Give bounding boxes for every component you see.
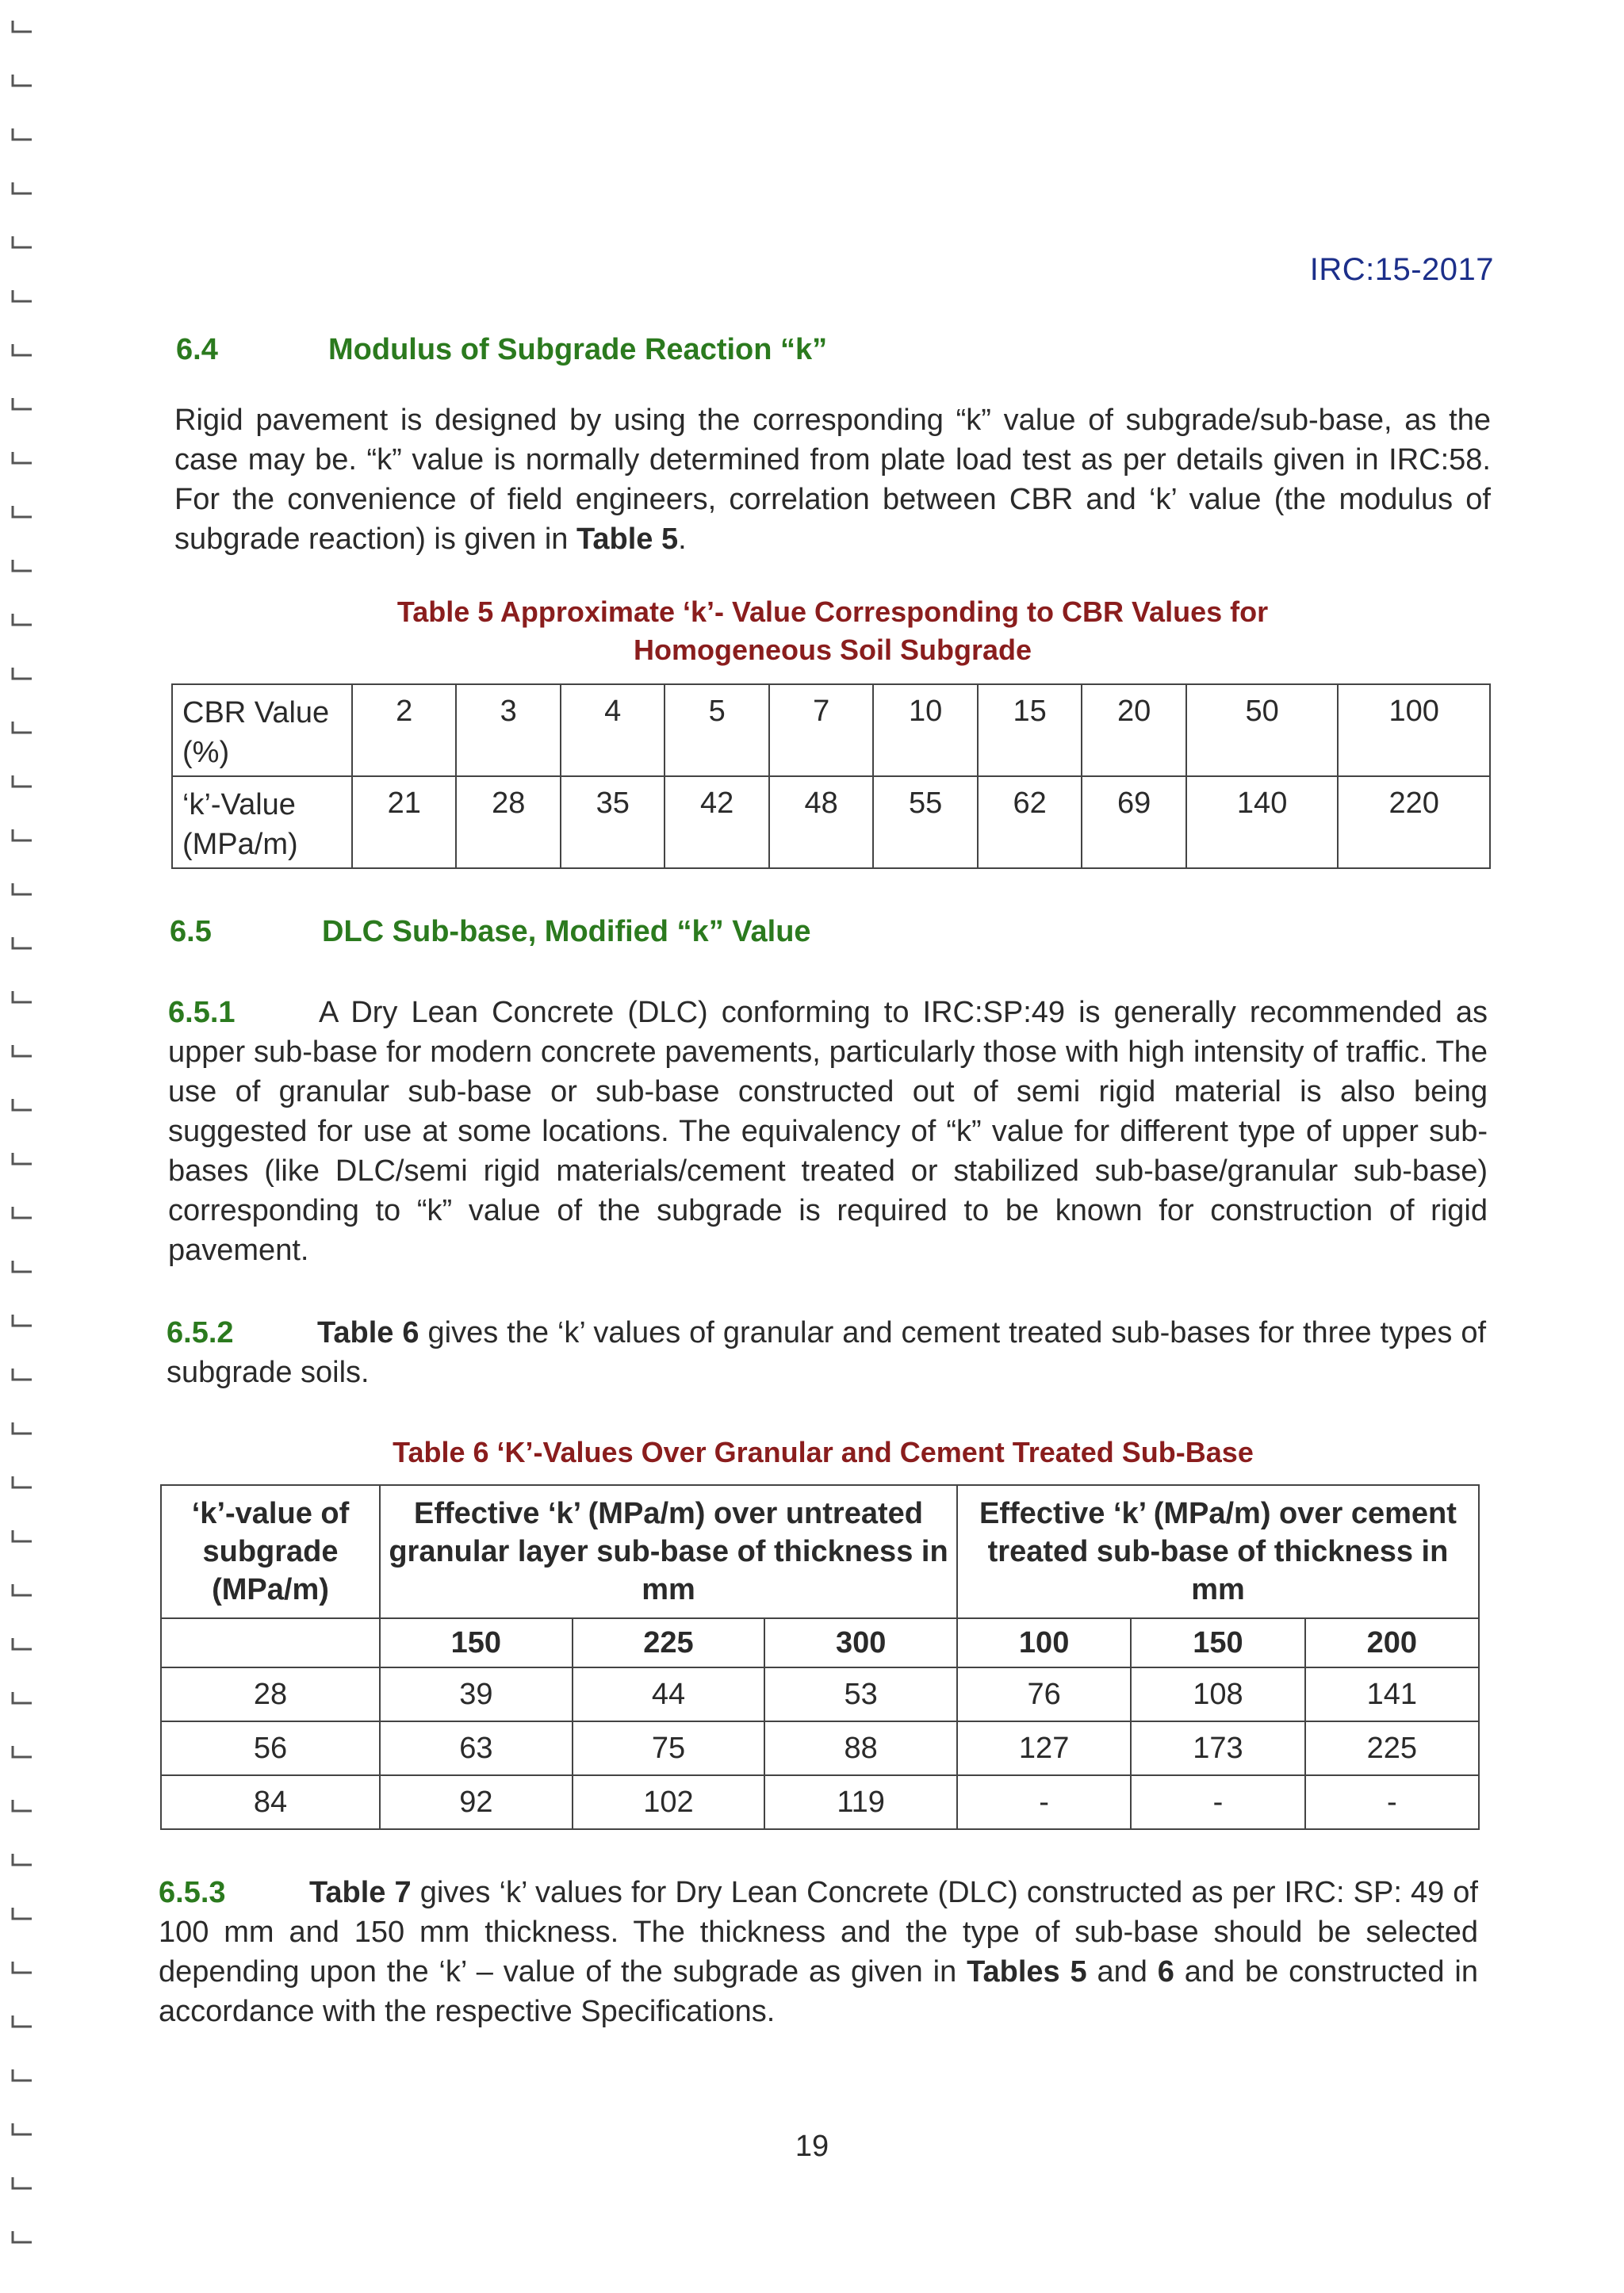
cell: 21 <box>352 776 456 868</box>
table-row <box>161 1775 1479 1829</box>
paragraph-text: and <box>1086 1955 1158 1989</box>
paragraph-end: . <box>678 523 687 556</box>
cell: 50 <box>1186 684 1339 776</box>
cell: - <box>1305 1775 1479 1829</box>
cell: 140 <box>1186 776 1339 868</box>
cell: 102 <box>573 1775 765 1829</box>
cell: 62 <box>978 776 1082 868</box>
section-number: 6.4 <box>176 333 218 366</box>
caption-line-1: Table 5 Approximate ‘k’- Value Corresponding to CBR Values for <box>396 595 1269 628</box>
section-6-5-heading <box>170 915 811 949</box>
header-cement-treated: Effective ‘k’ (MPa/m) over cement treated sub-base of thickness in mm <box>957 1485 1479 1618</box>
table-subheader-row <box>161 1618 1479 1667</box>
cell: 173 <box>1131 1721 1304 1775</box>
cell: 28 <box>161 1667 380 1721</box>
section-title: DLC Sub-base, Modified “k” Value <box>322 915 811 948</box>
cell: 44 <box>573 1667 765 1721</box>
cell: 69 <box>1082 776 1185 868</box>
cell: 100 <box>1338 684 1490 776</box>
table-header-row <box>161 1485 1479 1618</box>
cell: 39 <box>380 1667 573 1721</box>
cell-empty <box>161 1618 380 1667</box>
paragraph-text: and be constructed in accordance with the respective Specifications. <box>159 1955 1478 2028</box>
table-reference: Table 5 <box>576 523 679 556</box>
table-reference: Tables 5 <box>967 1955 1087 1989</box>
thickness-200: 200 <box>1305 1618 1479 1667</box>
row-label-k-value: ‘k’-Value (MPa/m) <box>172 776 352 868</box>
thickness-300: 300 <box>764 1618 957 1667</box>
paragraph-text: gives the ‘k’ values of granular and cement treated sub-bases for three types of subgrade soils. <box>167 1316 1487 1389</box>
table-5 <box>171 683 1491 869</box>
cell: 3 <box>456 684 560 776</box>
cell: 15 <box>978 684 1082 776</box>
paragraph-text: A Dry Lean Concrete (DLC) conforming to IRC:SP:49 is generally recommended as upper sub-base for modern concrete pavements, particularly those with high intensity of traffic. The use of granular sub-base or sub-base constructed out of semi rigid material is also being suggested for use at some locations. The equivalency of “k” value for different type of upper sub-bases (like DLC/semi rigid materials/cement treated or stabilized sub-base/granular sub-base) corresponding to “k” value of the subgrade is required to be known for construction of rigid pavement. <box>168 996 1488 1267</box>
cell: 20 <box>1082 684 1185 776</box>
cell: 220 <box>1338 776 1490 868</box>
table-row <box>172 684 1490 776</box>
paragraph-6-4 <box>174 400 1491 559</box>
paragraph-6-5-1 <box>168 993 1488 1270</box>
table-reference: Table 7 <box>309 1876 412 1909</box>
paragraph-number: 6.5.3 <box>159 1876 226 1909</box>
document-code: IRC:15-2017 <box>1309 252 1494 287</box>
table-6 <box>160 1484 1480 1830</box>
cell: - <box>957 1775 1131 1829</box>
paragraph-text: Rigid pavement is designed by using the corresponding “k” value of subgrade/sub-base, as the case may be. “k” value is normally determined from plate load test as per details given in IRC:58. For the convenience of field engineers, correlation between CBR and ‘k’ value (the modulus of subgrade reaction) is given in <box>174 404 1491 556</box>
table-5-caption <box>174 593 1491 669</box>
row-label-cbr: CBR Value (%) <box>172 684 352 776</box>
cell: - <box>1131 1775 1304 1829</box>
cell: 53 <box>764 1667 957 1721</box>
paragraph-6-5-2 <box>167 1313 1486 1392</box>
section-6-4-heading <box>176 333 827 367</box>
cell: 2 <box>352 684 456 776</box>
paragraph-text: gives ‘k’ values for Dry Lean Concrete (DLC) constructed as per IRC: SP: 49 of 100 mm and 150 mm thickness. The thickness and the type of sub-base should be selected depending upon the ‘k’ – value of the subgrade as given in <box>159 1876 1478 1989</box>
table-reference: 6 <box>1157 1955 1174 1989</box>
cell: 127 <box>957 1721 1131 1775</box>
thickness-150: 150 <box>1131 1618 1304 1667</box>
page-number: 19 <box>795 2130 829 2163</box>
cell: 76 <box>957 1667 1131 1721</box>
table-row <box>161 1667 1479 1721</box>
cell: 63 <box>380 1721 573 1775</box>
cell: 75 <box>573 1721 765 1775</box>
table-reference: Table 6 <box>317 1316 419 1349</box>
cell: 88 <box>764 1721 957 1775</box>
cell: 141 <box>1305 1667 1479 1721</box>
thickness-225: 225 <box>573 1618 765 1667</box>
header-subgrade-k: ‘k’-value of subgrade (MPa/m) <box>161 1485 380 1618</box>
cell: 119 <box>764 1775 957 1829</box>
cell: 92 <box>380 1775 573 1829</box>
cell: 55 <box>873 776 977 868</box>
paragraph-number: 6.5.1 <box>168 996 236 1029</box>
caption-line-2: Homogeneous Soil Subgrade <box>633 634 1032 666</box>
paragraph-6-5-3 <box>159 1873 1478 2031</box>
paragraph-number: 6.5.2 <box>167 1316 234 1349</box>
cell: 5 <box>665 684 768 776</box>
cell: 10 <box>873 684 977 776</box>
cell: 84 <box>161 1775 380 1829</box>
cell: 7 <box>769 684 873 776</box>
table-6-caption: Table 6 ‘K’-Values Over Granular and Cement Treated Sub-Base <box>393 1436 1254 1468</box>
thickness-100: 100 <box>957 1618 1131 1667</box>
binding-edge-marks <box>0 0 48 2293</box>
section-title: Modulus of Subgrade Reaction “k” <box>328 333 828 366</box>
table-row <box>172 776 1490 868</box>
cell: 35 <box>561 776 665 868</box>
header-granular: Effective ‘k’ (MPa/m) over untreated granular layer sub-base of thickness in mm <box>380 1485 957 1618</box>
cell: 28 <box>456 776 560 868</box>
cell: 108 <box>1131 1667 1304 1721</box>
thickness-150: 150 <box>380 1618 573 1667</box>
section-number: 6.5 <box>170 915 212 948</box>
cell: 48 <box>769 776 873 868</box>
cell: 4 <box>561 684 665 776</box>
cell: 42 <box>665 776 768 868</box>
table-row <box>161 1721 1479 1775</box>
cell: 225 <box>1305 1721 1479 1775</box>
cell: 56 <box>161 1721 380 1775</box>
